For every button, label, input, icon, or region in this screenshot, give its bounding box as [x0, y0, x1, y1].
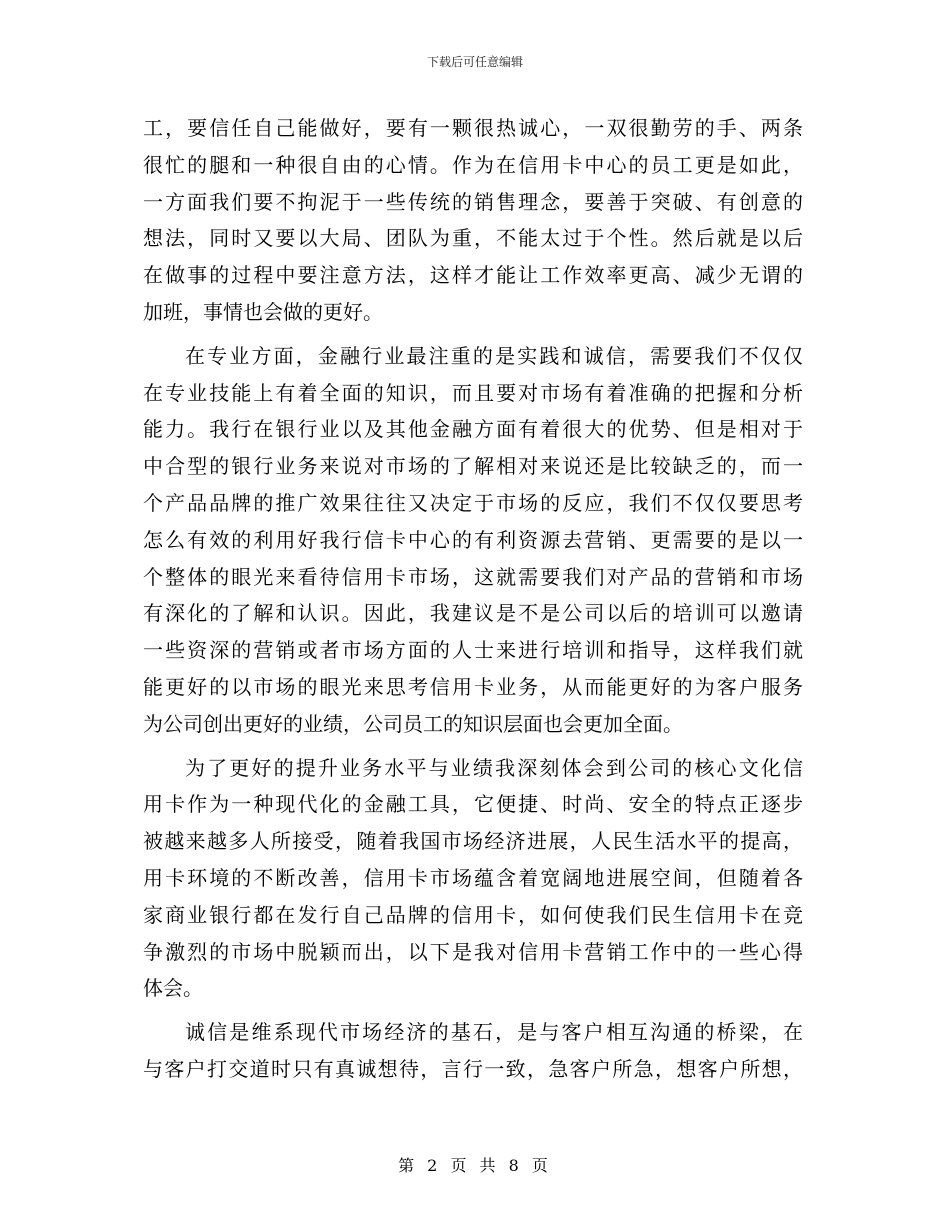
text-line: 一些资深的营销或者市场方面的人士来进行培训和指导，这样我们就: [143, 638, 803, 663]
text-line: 与客户打交道时只有真诚想待，言行一致，急客户所急，想客户所想，: [143, 1056, 803, 1081]
text-line: 为公司创出更好的业绩，公司员工的知识层面也会更加全面。: [143, 711, 683, 736]
text-line: 个产品品牌的推广效果往往又决定于市场的反应，我们不仅仅要思考: [143, 490, 803, 515]
text-line: 在专业方面，金融行业最注重的是实践和诚信，需要我们不仅仅: [185, 343, 803, 368]
text-line: 很忙的腿和一种很自由的心情。作为在信用卡中心的员工更是如此，: [143, 152, 803, 177]
text-line: 被越来越多人所接受，随着我国市场经济进展，人民生活水平的提高，: [143, 829, 803, 854]
paragraph: [143, 338, 803, 743]
paragraph: [143, 110, 803, 331]
text-line: 加班，事情也会做的更好。: [143, 299, 383, 324]
text-line: 用卡环境的不断改善，信用卡市场蕴含着宽阔地进展空间，但随着各: [143, 865, 803, 890]
text-line: 体会。: [143, 976, 203, 1001]
text-line: 在做事的过程中要注意方法，这样才能让工作效率更高、减少无谓的: [143, 263, 803, 288]
text-line: 为了更好的提升业务水平与业绩我深刻体会到公司的核心文化信: [185, 755, 803, 780]
text-line: 中合型的银行业务来说对市场的了解相对来说还是比较缺乏的，而一: [143, 454, 803, 479]
text-line: 在专业技能上有着全面的知识，而且要对市场有着准确的把握和分析: [143, 380, 803, 405]
page-number-footer: 第 2 页 共 8 页: [398, 1156, 552, 1175]
paragraph: [143, 1014, 803, 1088]
text-line: 能更好的以市场的眼光来思考信用卡业务，从而能更好的为客户服务: [143, 674, 803, 699]
text-line: 能力。我行在银行业以及其他金融方面有着很大的优势、但是相对于: [143, 417, 803, 442]
text-line: 家商业银行都在发行自己品牌的信用卡，如何使我们民生信用卡在竞: [143, 902, 803, 927]
text-line: 争激烈的市场中脱颖而出，以下是我对信用卡营销工作中的一些心得: [143, 939, 803, 964]
text-line: 诚信是维系现代市场经济的基石，是与客户相互沟通的桥梁，在: [185, 1020, 803, 1045]
text-line: 怎么有效的利用好我行信卡中心的有利资源去营销、更需要的是以一: [143, 527, 803, 552]
page-header: 下载后可任意编辑: [426, 55, 523, 69]
text-line: 一方面我们要不拘泥于一些传统的销售理念，要善于突破、有创意的: [143, 189, 803, 214]
paragraph: [143, 750, 803, 1008]
text-line: 个整体的眼光来看待信用卡市场，这就需要我们对产品的营销和市场: [143, 564, 803, 589]
text-line: 有深化的了解和认识。因此，我建议是不是公司以后的培训可以邀请: [143, 601, 803, 626]
text-line: 用卡作为一种现代化的金融工具，它便捷、时尚、安全的特点正逐步: [143, 792, 803, 817]
text-line: 想法，同时又要以大局、团队为重，不能太过于个性。然后就是以后: [143, 226, 803, 251]
text-line: 工，要信任自己能做好，要有一颗很热诚心，一双很勤劳的手、两条: [143, 116, 803, 140]
document-body: [143, 110, 803, 1095]
